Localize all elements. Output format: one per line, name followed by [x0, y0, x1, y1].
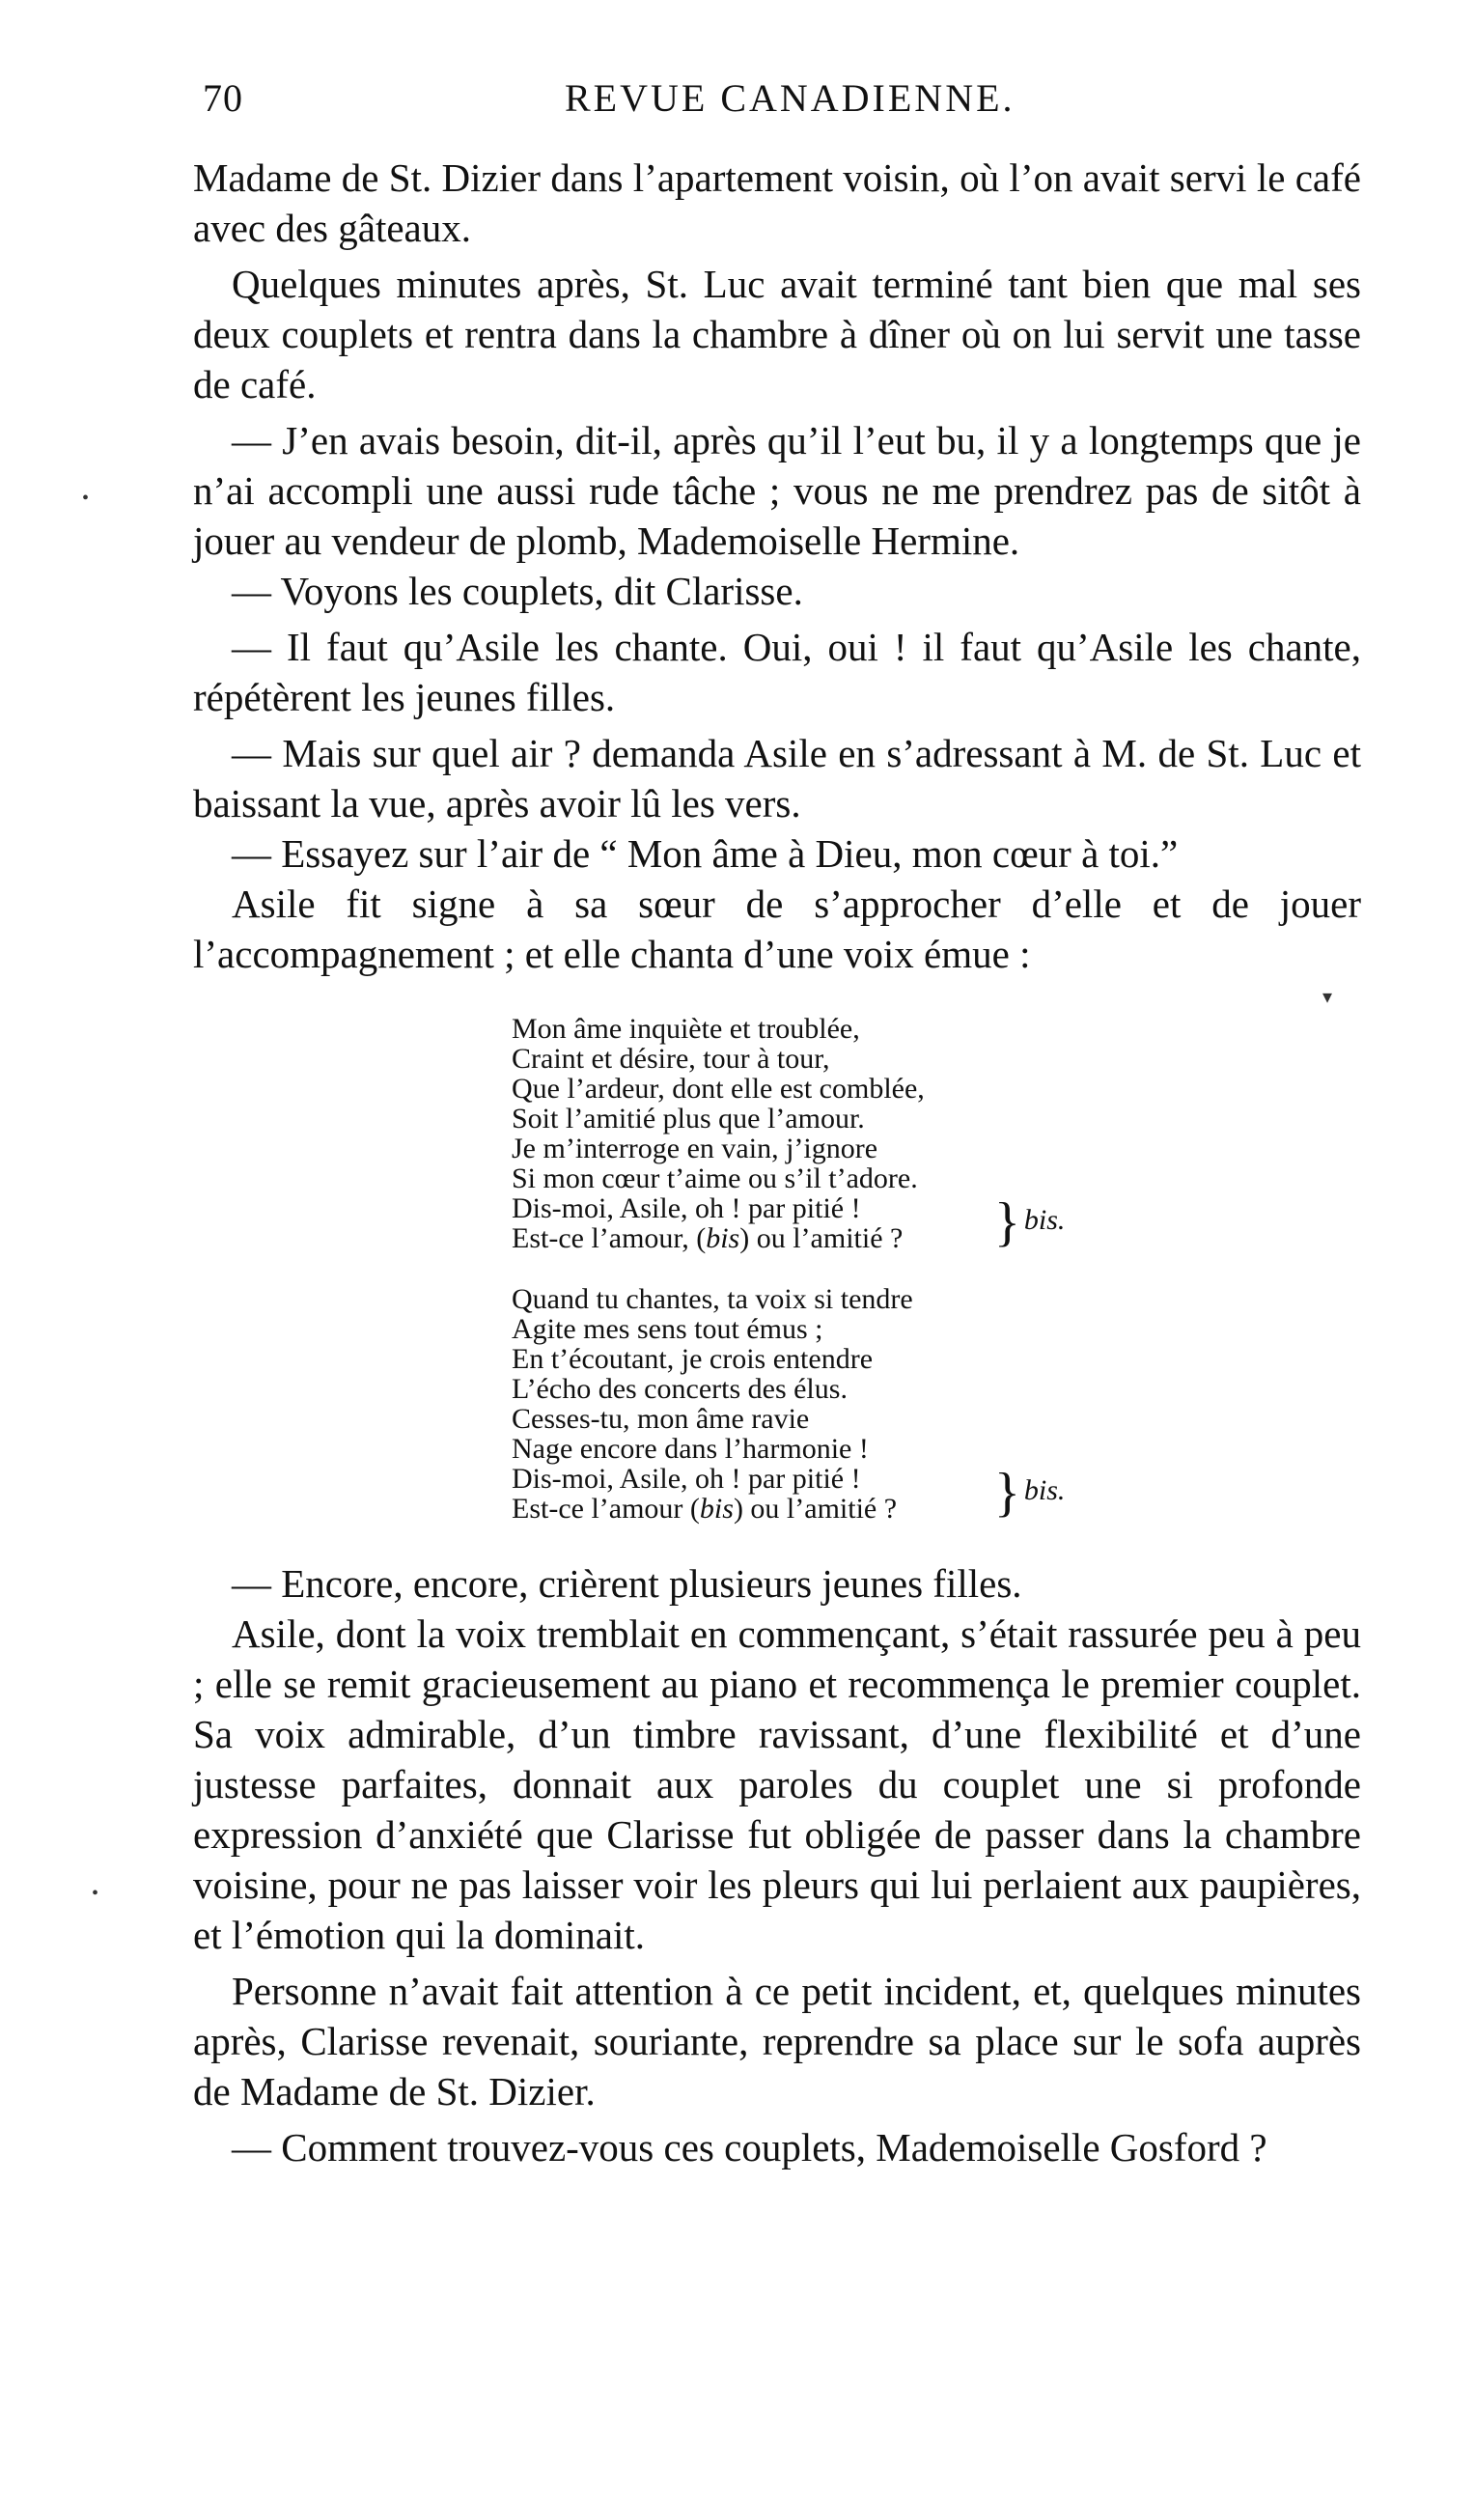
refrain-line-1: Dis-moi, Asile, oh ! par pitié ! — [512, 1463, 861, 1495]
paragraph: Asile fit signe à sa sœur de s’approcher d’elle et de jouer l’accompagnement ; et elle chanta d’une voix émue : — [193, 882, 1361, 976]
brace-icon: } — [994, 1463, 1020, 1523]
paragraph: Asile, dont la voix tremblait en commençant, s’était rassurée peu à peu ; elle se remit gracieusement au piano et recommença le premier couplet. Sa voix admirable, d’un timbre ravissant, d’une flexibilité et d’une justesse parfaites, donnait aux paroles du couplet une si profonde expression d’anxiété que Clarisse fut obligée de passer dans la chambre voisine, pour ne pas laisser voir les pleurs qui lui perlaient aux paupières, et l’émotion qui la dominait. — [193, 1611, 1361, 1957]
body-text — [193, 153, 1361, 2172]
poem-line: Mon âme inquiète et troublée, — [512, 1013, 860, 1045]
bis-label: bis. — [1023, 1203, 1066, 1236]
brace-icon: } — [994, 1192, 1020, 1252]
paragraph: — Essayez sur l’air de “ Mon âme à Dieu, mon cœur à toi.” — [232, 831, 1179, 876]
poem-line: Quand tu chantes, ta voix si tendre — [512, 1283, 913, 1315]
print-speck: • — [82, 488, 90, 509]
paragraph: Personne n’avait fait attention à ce petit incident, et, quelques minutes après, Clarisse revenait, souriante, reprendre sa place sur le sofa auprès de Madame de St. Dizier. — [193, 1969, 1361, 2114]
poem-line: L’écho des concerts des élus. — [512, 1373, 848, 1405]
refrain — [512, 1193, 1361, 1253]
poem-stanza-2 — [512, 1284, 1361, 1524]
refrain-bis-inline: bis — [699, 1493, 734, 1525]
poem-line: Cesses-tu, mon âme ravie — [512, 1403, 810, 1435]
refrain-line-1: Dis-moi, Asile, oh ! par pitié ! — [512, 1192, 861, 1224]
paragraph: — Mais sur quel air ? demanda Asile en s’adressant à M. de St. Luc et baissant la vue, après avoir lû les vers. — [193, 731, 1361, 826]
poem-line: Si mon cœur t’aime ou s’il t’adore. — [512, 1162, 918, 1194]
refrain-line-2 — [512, 1494, 1361, 1524]
page-number: 70 — [203, 76, 243, 120]
refrain-text: Est-ce l’amour ( — [512, 1493, 700, 1525]
refrain-line-2 — [512, 1223, 1361, 1253]
poem-line: Nage encore dans l’harmonie ! — [512, 1433, 869, 1465]
bis-marker — [994, 1463, 1066, 1523]
paragraph: — J’en avais besoin, dit-il, après qu’il l’eut bu, il y a longtemps que je n’ai accompli une aussi rude tâche ; vous ne me prendrez pas de sitôt à jouer au vendeur de plomb, Mademoiselle Hermine. — [193, 418, 1361, 563]
refrain-bis-inline: bis — [706, 1222, 740, 1254]
poem-line: Soit l’amitié plus que l’amour. — [512, 1103, 865, 1134]
paragraph: Quelques minutes après, St. Luc avait terminé tant bien que mal ses deux couplets et rentra dans la chambre à dîner où on lui servit une tasse de café. — [193, 262, 1361, 406]
running-title: REVUE CANADIENNE. — [565, 76, 1016, 120]
paragraph: — Encore, encore, crièrent plusieurs jeunes filles. — [232, 1561, 1022, 1606]
poem-line: En t’écoutant, je crois entendre — [512, 1343, 874, 1375]
poem-line: Craint et désire, tour à tour, — [512, 1043, 830, 1075]
poem-line: Agite mes sens tout émus ; — [512, 1313, 823, 1345]
page-header — [203, 75, 1356, 133]
poem — [193, 1014, 1361, 1524]
poem-stanza-1 — [512, 1014, 1361, 1253]
bis-label: bis. — [1023, 1473, 1066, 1506]
refrain — [512, 1464, 1361, 1524]
paragraph: — Comment trouvez-vous ces couplets, Mademoiselle Gosford ? — [232, 2125, 1267, 2170]
paragraph: Madame de St. Dizier dans l’apartement voisin, où l’on avait servi le café avec des gâteaux. — [193, 155, 1361, 250]
paragraph: — Voyons les couplets, dit Clarisse. — [232, 569, 803, 613]
refrain-text: Est-ce l’amour, ( — [512, 1222, 707, 1254]
poem-line: Je m’interroge en vain, j’ignore — [512, 1133, 878, 1164]
poem-line: Que l’ardeur, dont elle est comblée, — [512, 1073, 925, 1105]
print-speck: ▾ — [1322, 987, 1333, 1008]
refrain-text: ) ou l’amitié ? — [739, 1222, 904, 1254]
refrain-text: ) ou l’amitié ? — [733, 1493, 898, 1525]
bis-marker — [994, 1192, 1066, 1252]
print-speck: • — [92, 1883, 99, 1904]
paragraph: — Il faut qu’Asile les chante. Oui, oui ! il faut qu’Asile les chante, répétèrent les jeunes filles. — [193, 625, 1361, 719]
